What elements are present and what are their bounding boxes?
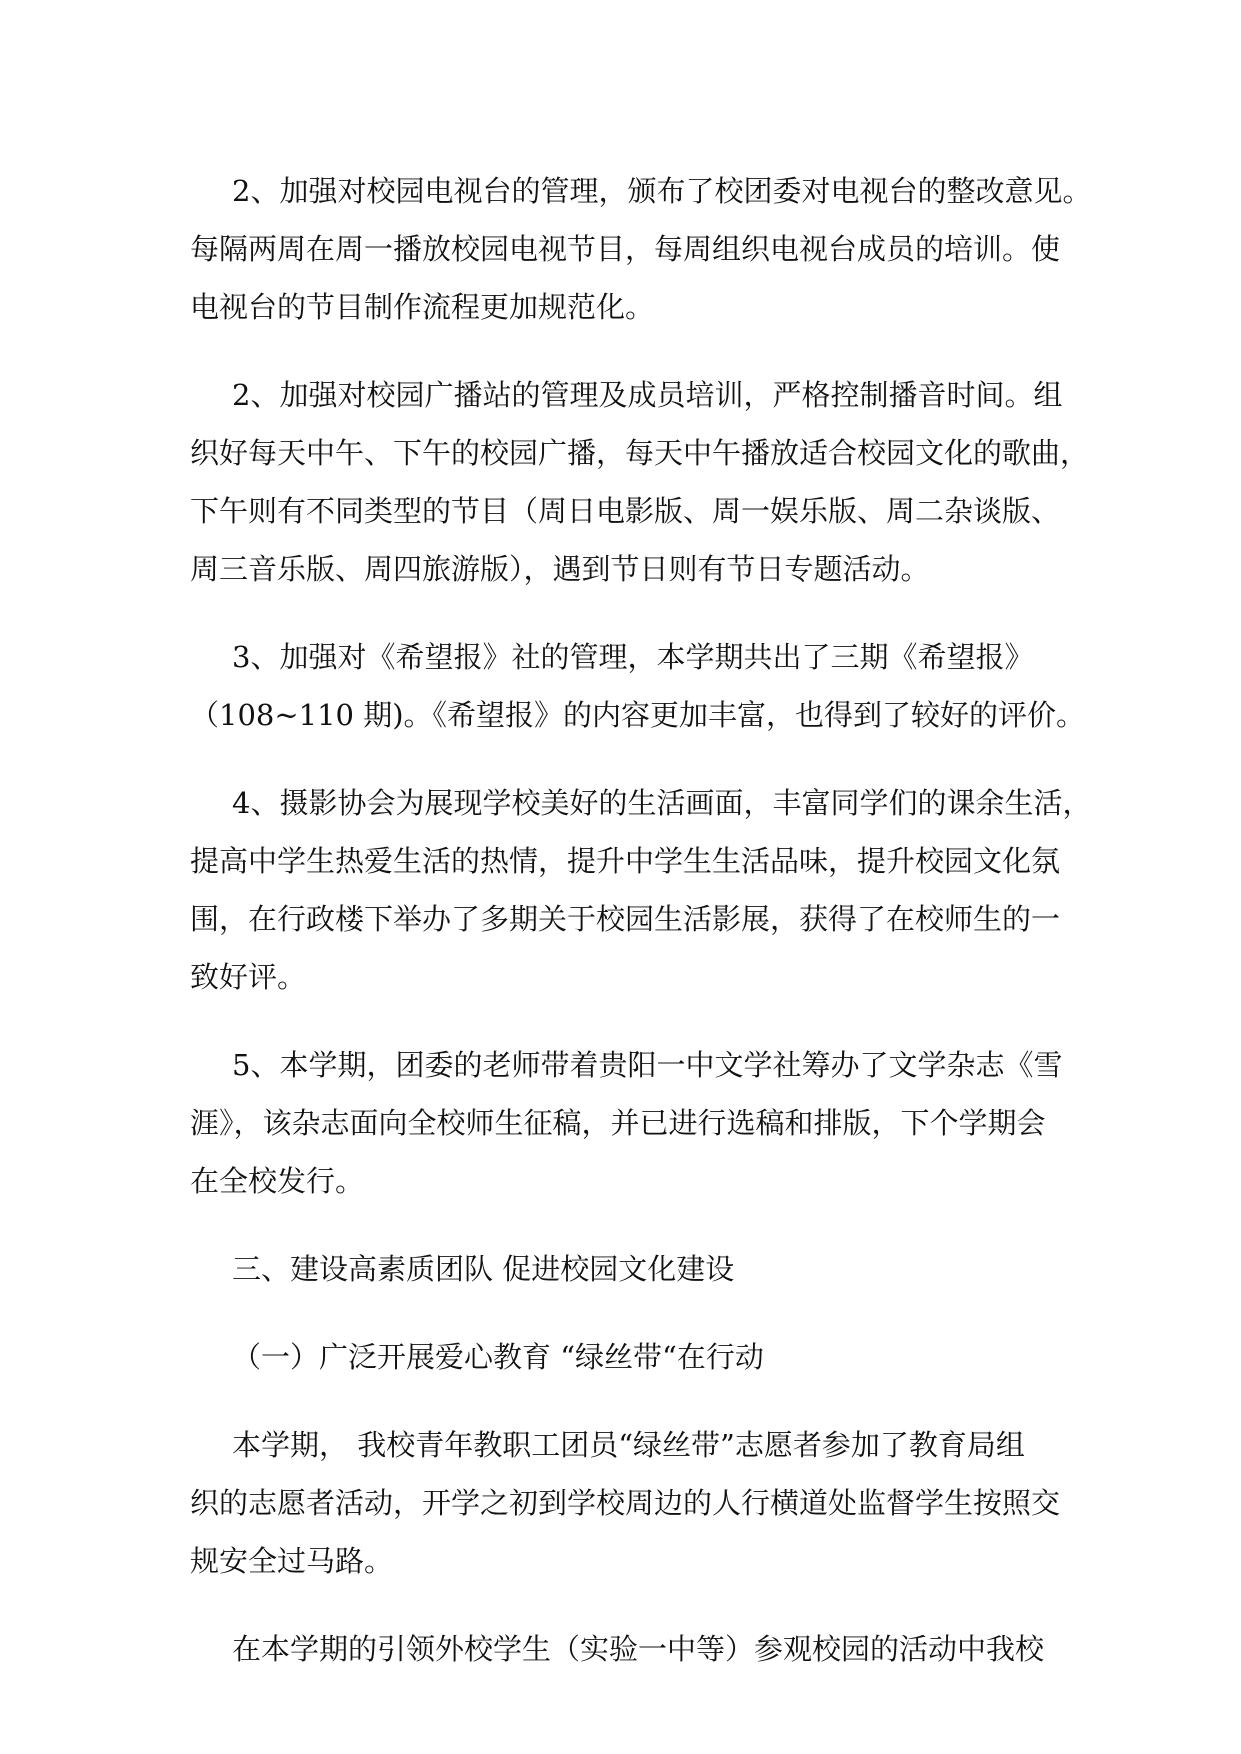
paragraph-tv-station-line-2: 每隔两周在周一播放校园电视节目，每周组织电视台成员的培训。使 xyxy=(190,232,1061,266)
paragraph-broadcast-line-1: 2、加强对校园广播站的管理及成员培训，严格控制播音时间。组 xyxy=(232,378,1063,412)
paragraph-newspaper-line-1: 3、加强对《希望报》社的管理，本学期共出了三期《希望报》 xyxy=(232,640,1034,674)
paragraph-photography-line-4: 致好评。 xyxy=(190,960,307,994)
paragraph-newspaper-line-2: （108~110 期)。《希望报》的内容更加丰富，也得到了较好的评价。 xyxy=(190,698,1086,732)
paragraph-broadcast-line-3: 下午则有不同类型的节目（周日电影版、周一娱乐版、周二杂谈版、 xyxy=(190,494,1061,528)
paragraph-broadcast-line-2: 织好每天中午、下午的校园广播，每天中午播放适合校园文化的歌曲， xyxy=(190,436,1090,470)
paragraph-literary-magazine-line-3: 在全校发行。 xyxy=(190,1164,365,1198)
paragraph-tv-station-line-1: 2、加强对校园电视台的管理，颁布了校团委对电视台的整改意见。 xyxy=(232,174,1092,208)
document-body xyxy=(190,162,1092,1678)
paragraph-broadcast-line-4: 周三音乐版、周四旅游版），遇到节日则有节日专题活动。 xyxy=(190,552,930,586)
section-heading: 三、建设高素质团队 促进校园文化建设 xyxy=(232,1252,735,1286)
paragraph-campus-visit-line-1: 在本学期的引领外校学生（实验一中等）参观校园的活动中我校 xyxy=(232,1632,1045,1666)
paragraph-green-ribbon-line-3: 规安全过马路。 xyxy=(190,1544,394,1578)
paragraph-literary-magazine-line-2: 涯》，该杂志面向全校师生征稿，并已进行选稿和排版，下个学期会 xyxy=(190,1106,1046,1140)
paragraph-green-ribbon-line-1: 本学期， 我校青年教职工团员“绿丝带”志愿者参加了教育局组 xyxy=(232,1428,1025,1462)
paragraph-photography-line-2: 提高中学生热爱生活的热情，提升中学生生活品味，提升校园文化氛 xyxy=(190,844,1061,878)
paragraph-literary-magazine-line-1: 5、本学期，团委的老师带着贵阳一中文学社筹办了文学杂志《雪 xyxy=(232,1048,1063,1082)
paragraph-tv-station-line-3: 电视台的节目制作流程更加规范化。 xyxy=(190,290,655,324)
paragraph-green-ribbon-line-2: 织的志愿者活动，开学之初到学校周边的人行横道处监督学生按照交 xyxy=(190,1486,1061,1520)
paragraph-photography-line-3: 围，在行政楼下举办了多期关于校园生活影展，获得了在校师生的一 xyxy=(190,902,1061,936)
subsection-heading: （一）广泛开展爱心教育 “绿丝带“在行动 xyxy=(232,1340,764,1374)
paragraph-photography-line-1: 4、摄影协会为展现学校美好的生活画面，丰富同学们的课余生活， xyxy=(232,786,1092,820)
